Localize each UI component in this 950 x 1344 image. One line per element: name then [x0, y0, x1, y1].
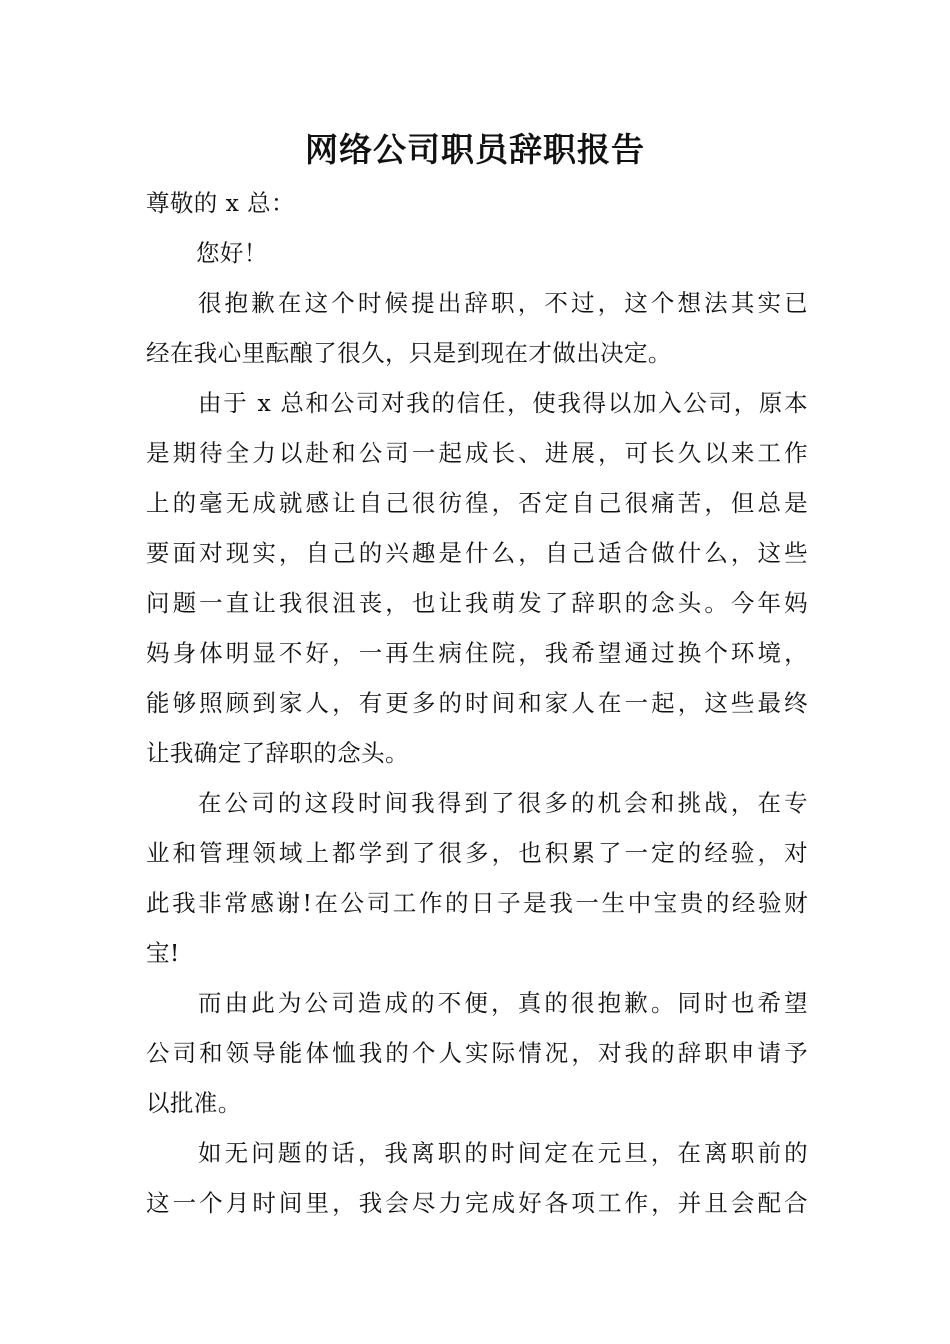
paragraph-4-line-2: 公司和领导能体恤我的个人实际情况，对我的辞职申请予 [146, 1039, 808, 1067]
paragraph-2-line-4: 要面对现实，自己的兴趣是什么，自己适合做什么，这些 [146, 539, 808, 567]
paragraph-1-line-1: 很抱歉在这个时候提出辞职，不过，这个想法其实已 [198, 289, 808, 317]
document-body [146, 178, 808, 1228]
paragraph-2-line-3: 上的毫无成就感让自己很彷徨，否定自己很痛苦，但总是 [146, 489, 808, 517]
paragraph-2-line-7: 能够照顾到家人，有更多的时间和家人在一起，这些最终 [146, 689, 808, 717]
salutation: 尊敬的 x 总： [146, 189, 295, 217]
paragraph-3-line-1: 在公司的这段时间我得到了很多的机会和挑战，在专 [198, 789, 808, 817]
paragraph-4-line-3: 以批准。 [146, 1089, 242, 1117]
paragraph-4-line-1: 而由此为公司造成的不便，真的很抱歉。同时也希望 [198, 989, 808, 1017]
paragraph-3-line-4: 宝! [146, 939, 180, 967]
paragraph-1-line-2: 经在我心里酝酿了很久，只是到现在才做出决定。 [146, 339, 672, 367]
greeting: 您好！ [196, 239, 268, 267]
document-title: 网络公司职员辞职报告 [305, 130, 645, 169]
paragraph-2-line-5: 问题一直让我很沮丧，也让我萌发了辞职的念头。今年妈 [146, 589, 808, 617]
paragraph-2-line-1: 由于 x 总和公司对我的信任，使我得以加入公司，原本 [198, 389, 808, 417]
paragraph-3-line-3: 此我非常感谢!在公司工作的日子是我一生中宝贵的经验财 [146, 889, 808, 917]
paragraph-2-line-2: 是期待全力以赴和公司一起成长、进展，可长久以来工作 [146, 439, 808, 467]
paragraph-2-line-6: 妈身体明显不好，一再生病住院，我希望通过换个环境， [146, 639, 808, 667]
paragraph-5-line-2: 这一个月时间里，我会尽力完成好各项工作，并且会配合 [146, 1189, 808, 1217]
paragraph-5-line-1: 如无问题的话，我离职的时间定在元旦，在离职前的 [198, 1139, 808, 1167]
paragraph-3-line-2: 业和管理领域上都学到了很多，也积累了一定的经验，对 [146, 839, 808, 867]
paragraph-2-line-8: 让我确定了辞职的念头。 [146, 739, 409, 767]
